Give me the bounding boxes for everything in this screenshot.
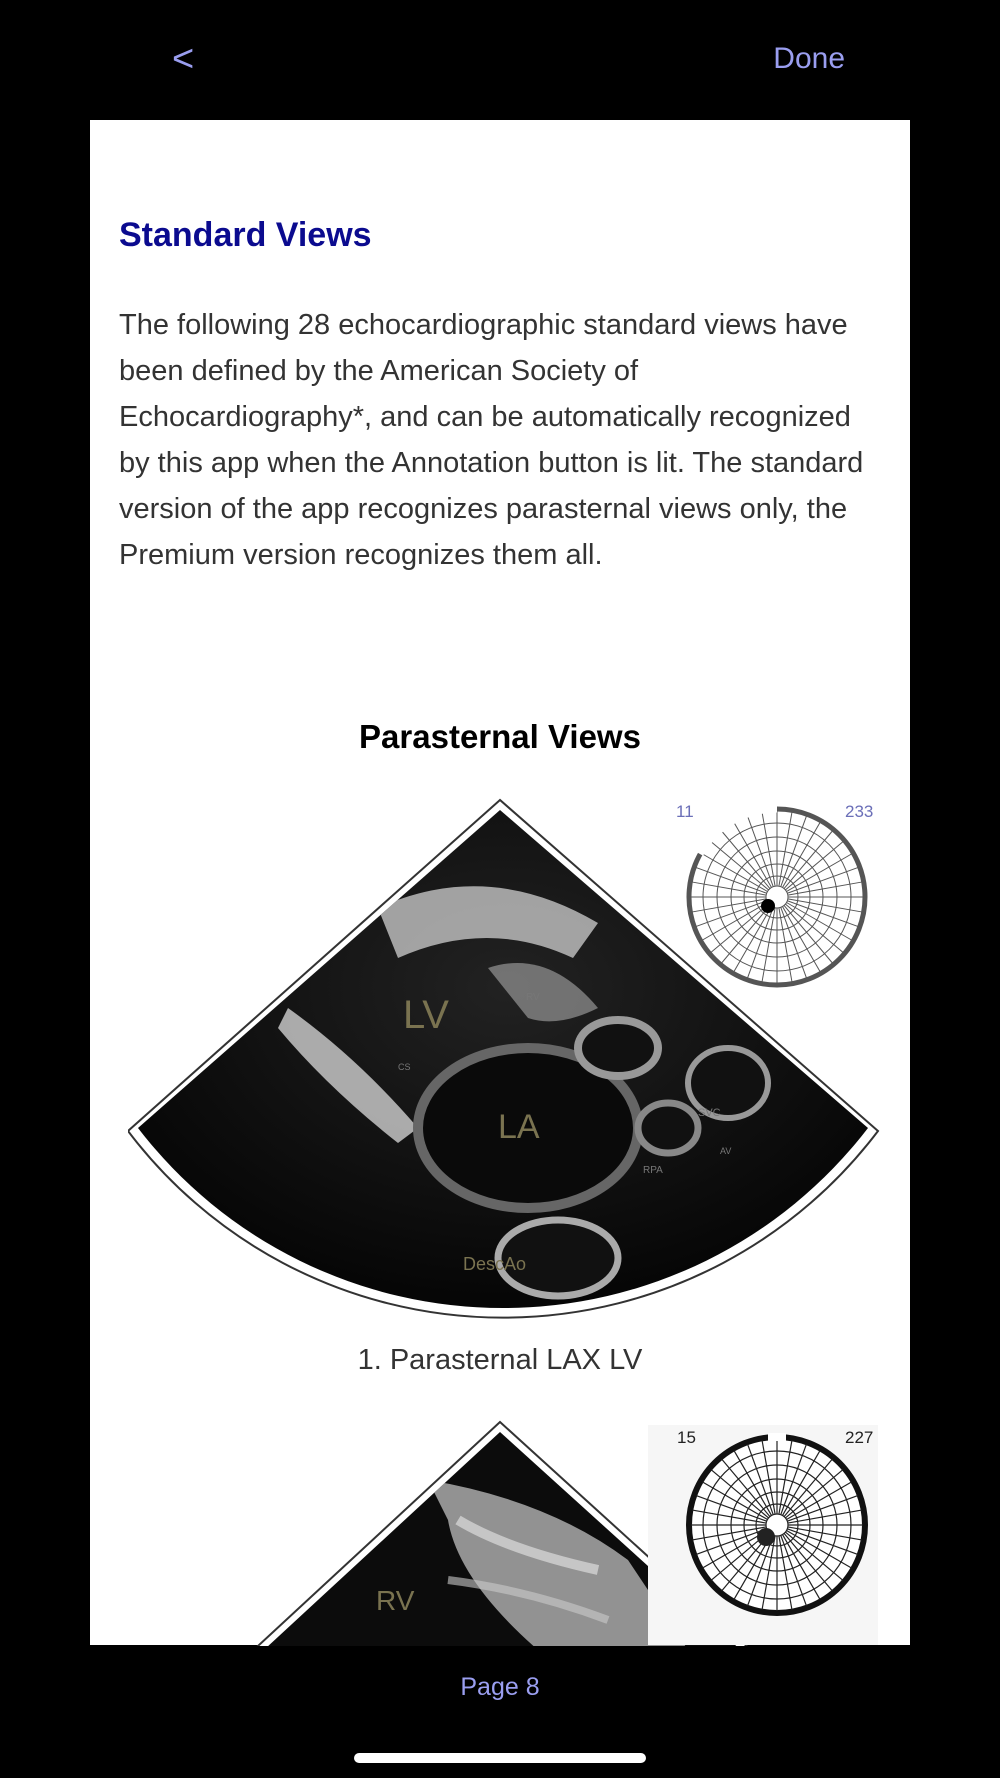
label-rv-2: RV — [376, 1585, 415, 1616]
home-indicator[interactable] — [354, 1753, 646, 1763]
label-lv: LV — [403, 993, 449, 1037]
label-descao: DescAo — [463, 1254, 527, 1274]
label-svc: SVC — [698, 1107, 721, 1119]
bottom-bar — [0, 1645, 1000, 1778]
section-title: Parasternal Views — [359, 718, 641, 755]
back-button[interactable]: < — [172, 38, 195, 80]
page-indicator: Page 8 — [460, 1673, 540, 1701]
intro-paragraph: The following 28 echocardiographic standard views have been defined by the American Society of Echocardiography*, and can be automatically recognized by this app when the Annotation button is lit. The standard version of the app recognizes parasternal views only, the Premium version recognizes them all. — [119, 309, 864, 571]
label-av: AV — [720, 1146, 732, 1156]
polar-dial-icon-2 — [682, 1430, 872, 1620]
done-button[interactable]: Done — [773, 42, 845, 75]
label-rv: RV — [526, 992, 540, 1003]
dial-left-value-2: 15 — [677, 1428, 696, 1447]
polar-dial-icon — [682, 802, 872, 992]
label-cs: CS — [398, 1062, 411, 1072]
top-nav-bar — [0, 0, 1000, 120]
dial-right-value: 233 — [845, 802, 874, 821]
figure-caption-1: 1. Parasternal LAX LV — [357, 1344, 643, 1376]
label-rpa: RPA — [643, 1165, 663, 1176]
label-la: LA — [498, 1108, 540, 1146]
dial-right-value-2: 227 — [845, 1428, 874, 1447]
dial-left-value: 11 — [676, 802, 694, 821]
page-heading: Standard Views — [119, 216, 372, 254]
